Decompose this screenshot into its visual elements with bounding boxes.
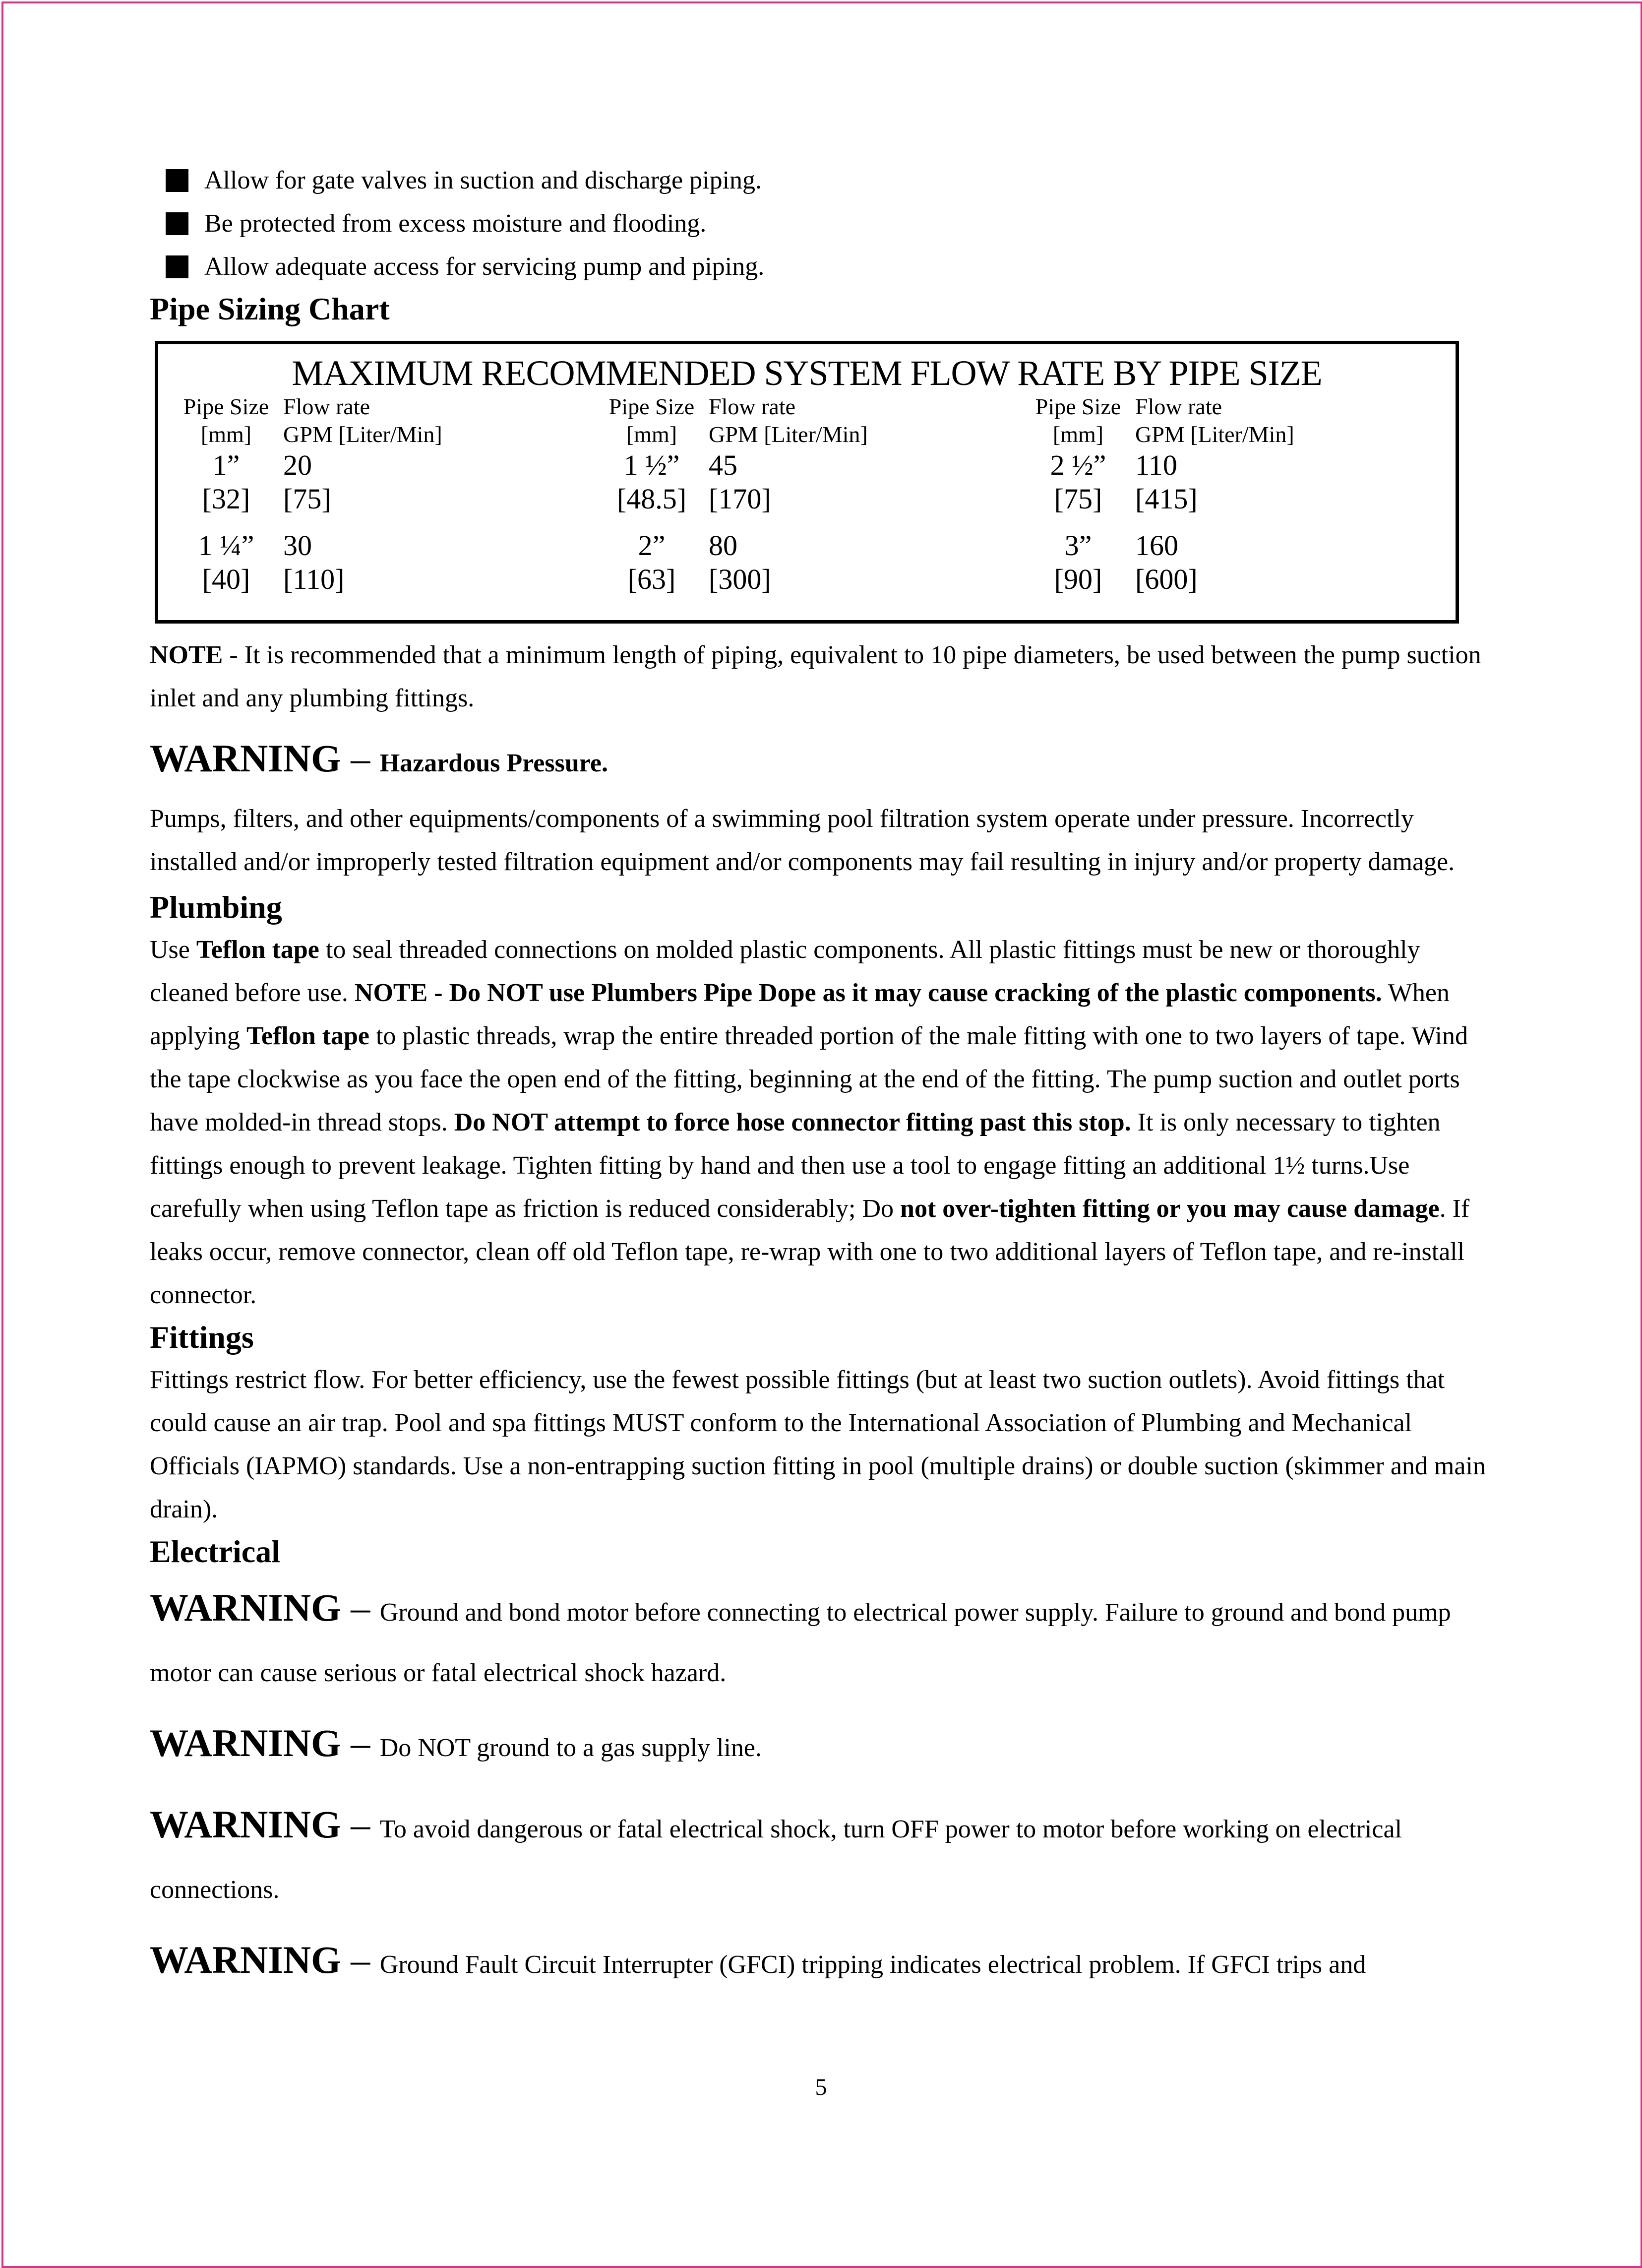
flow-lpm-cell: [300] <box>709 563 771 595</box>
electrical-heading: Electrical <box>150 1534 280 1569</box>
plumbing-emphasis: NOTE - Do NOT use Plumbers Pipe Dope as it may cause cracking of the plastic components. <box>354 979 1382 1007</box>
header-mm: [mm] <box>626 422 677 447</box>
plumbing-emphasis: Do NOT attempt to force hose connector fitting past this stop. <box>454 1108 1131 1136</box>
pipe-size-cell: 1” <box>212 449 240 481</box>
flow-rate-cell: 30 <box>283 529 312 562</box>
plumbing-text: to seal threaded connections on molded plastic components. All plastic fittings must be new or thoroughly cleaned before use. <box>150 936 1420 1007</box>
fittings-heading: Fittings <box>150 1320 254 1355</box>
table-group-2 <box>595 393 907 596</box>
pipe-size-cell: 2 ½” <box>1050 449 1106 481</box>
warning-text: Ground Fault Circuit Interrupter (GFCI) tripping indicates electrical problem. If GFCI trips and <box>379 1951 1366 1979</box>
header-gpm: GPM [Liter/Min] <box>283 422 442 447</box>
warning-dash: – <box>341 1803 380 1846</box>
electrical-warning <box>150 1582 1499 1703</box>
warning-dash: – <box>341 1721 380 1764</box>
plumbing-emphasis: Teflon tape <box>246 1022 369 1050</box>
requirements-list <box>166 159 1499 288</box>
plumbing-paragraph <box>150 928 1499 1317</box>
plumbing-heading: Plumbing <box>150 889 282 925</box>
header-pipe-size: Pipe Size <box>608 394 695 419</box>
pipe-mm-cell: [90] <box>1054 563 1102 595</box>
document-body <box>150 159 1499 1986</box>
flow-lpm-cell: [75] <box>283 483 331 515</box>
plumbing-text: When applying <box>150 979 1450 1050</box>
electrical-warning <box>150 1721 1499 1769</box>
list-item-text: Allow adequate access for servicing pump and piping. <box>204 252 765 281</box>
flow-lpm-cell: [110] <box>283 563 345 595</box>
page-number: 5 <box>815 2074 827 2100</box>
header-mm: [mm] <box>200 422 252 447</box>
electrical-warning <box>150 1938 1499 1986</box>
warning-label: WARNING <box>150 1721 341 1764</box>
pipe-mm-cell: [40] <box>202 563 250 595</box>
header-gpm: GPM [Liter/Min] <box>709 422 868 447</box>
warning-dash: – <box>341 1586 380 1629</box>
warning-text: Do NOT ground to a gas supply line. <box>379 1734 762 1762</box>
list-item <box>166 202 1499 245</box>
fittings-paragraph: Fittings restrict flow. For better efficiency, use the fewest possible fittings (but at least two suction outlets). Avoid fittings that could cause an air trap. Pool and spa fittings MUST conform to the International Association of Plumbing and Mechanical Officials (IAPMO) standards. Use a non-entrapping suction fitting in pool (multiple drains) or double suction (skimmer and main drain). <box>150 1366 1486 1523</box>
note-label: NOTE <box>150 641 223 669</box>
flow-lpm-cell: [600] <box>1135 563 1198 595</box>
pipe-mm-cell: [63] <box>627 563 676 595</box>
warning-dash: – <box>341 1938 380 1981</box>
header-flow-rate: Flow rate <box>709 394 796 419</box>
square-bullet-icon <box>166 212 188 235</box>
flow-rate-cell: 110 <box>1135 449 1177 481</box>
pressure-warning-text: Pumps, filters, and other equipments/components of a swimming pool filtration system operate under pressure. Incorrectly installed and/or improperly tested filtration equipment and/or components may fail resulting in injury and/or property damage. <box>150 805 1455 876</box>
warning-label: WARNING <box>150 737 341 780</box>
warning-text: Ground and bond motor before connecting to electrical power supply. Failure to ground and bond pump motor can cause serious or fatal electrical shock hazard. <box>150 1598 1451 1687</box>
warning-text: To avoid dangerous or fatal electrical shock, turn OFF power to motor before working on electrical connections. <box>150 1815 1402 1904</box>
pipe-mm-cell: [48.5] <box>616 483 687 515</box>
plumbing-text: . If leaks occur, remove connector, clean off old Teflon tape, re-wrap with one to two additional layers of Teflon tape, and re-install connector. <box>150 1195 1470 1309</box>
table-group-1 <box>169 393 482 596</box>
plumbing-text: It is only necessary to tighten fittings enough to prevent leakage. Tighten fitting by hand and then use a tool to engage fitting an additional 1½ turns.Use carefully when using Teflon tape as friction is reduced considerably; Do <box>150 1108 1441 1223</box>
warning-label: WARNING <box>150 1938 341 1981</box>
list-item-text: Allow for gate valves in suction and discharge piping. <box>204 166 762 194</box>
pressure-warning-heading <box>150 734 1499 794</box>
note-paragraph <box>150 633 1499 720</box>
warning-label: WARNING <box>150 1803 341 1846</box>
pipe-size-cell: 1 ¼” <box>198 529 254 562</box>
header-mm: [mm] <box>1052 422 1104 447</box>
header-gpm: GPM [Liter/Min] <box>1135 422 1294 447</box>
header-pipe-size: Pipe Size <box>1035 394 1121 419</box>
pipe-size-cell: 1 ½” <box>623 449 680 481</box>
warning-label: WARNING <box>150 1586 341 1629</box>
plumbing-emphasis: not over-tighten fitting or you may cause damage <box>900 1195 1440 1223</box>
pipe-sizing-heading: Pipe Sizing Chart <box>150 291 390 326</box>
flow-rate-cell: 160 <box>1135 529 1178 562</box>
note-text: - It is recommended that a minimum length of piping, equivalent to 10 pipe diameters, be used between the pump suction inlet and any plumbing fittings. <box>150 641 1481 712</box>
pipe-size-cell: 3” <box>1064 529 1092 562</box>
flow-rate-cell: 45 <box>709 449 737 481</box>
square-bullet-icon <box>166 255 188 278</box>
header-flow-rate: Flow rate <box>1135 394 1222 419</box>
list-item <box>166 159 1499 202</box>
table-group-3 <box>1021 393 1334 596</box>
list-item <box>166 245 1499 288</box>
flow-lpm-cell: [415] <box>1135 483 1198 515</box>
flow-rate-cell: 80 <box>709 529 737 562</box>
electrical-warning <box>150 1799 1499 1920</box>
plumbing-text: Use <box>150 936 196 964</box>
plumbing-text: to plastic threads, wrap the entire threaded portion of the male fitting with one to two layers of tape. Wind the tape clockwise as you face the open end of the fitting, beginning at the end of the fitting. The pump suction and outlet ports have molded-in thread stops. <box>150 1022 1468 1136</box>
square-bullet-icon <box>166 169 188 192</box>
header-pipe-size: Pipe Size <box>183 394 269 419</box>
warning-title: Hazardous Pressure. <box>379 749 608 777</box>
list-item-text: Be protected from excess moisture and flooding. <box>204 209 707 238</box>
warning-dash: – <box>341 737 380 780</box>
plumbing-emphasis: Teflon tape <box>196 936 319 964</box>
table-title: MAXIMUM RECOMMENDED SYSTEM FLOW RATE BY PIPE SIZE <box>292 353 1322 393</box>
pipe-mm-cell: [32] <box>202 483 250 515</box>
flow-rate-cell: 20 <box>283 449 312 481</box>
pipe-mm-cell: [75] <box>1054 483 1102 515</box>
pipe-sizing-table <box>155 341 1459 624</box>
pipe-size-cell: 2” <box>638 529 666 562</box>
flow-lpm-cell: [170] <box>709 483 771 515</box>
header-flow-rate: Flow rate <box>283 394 370 419</box>
